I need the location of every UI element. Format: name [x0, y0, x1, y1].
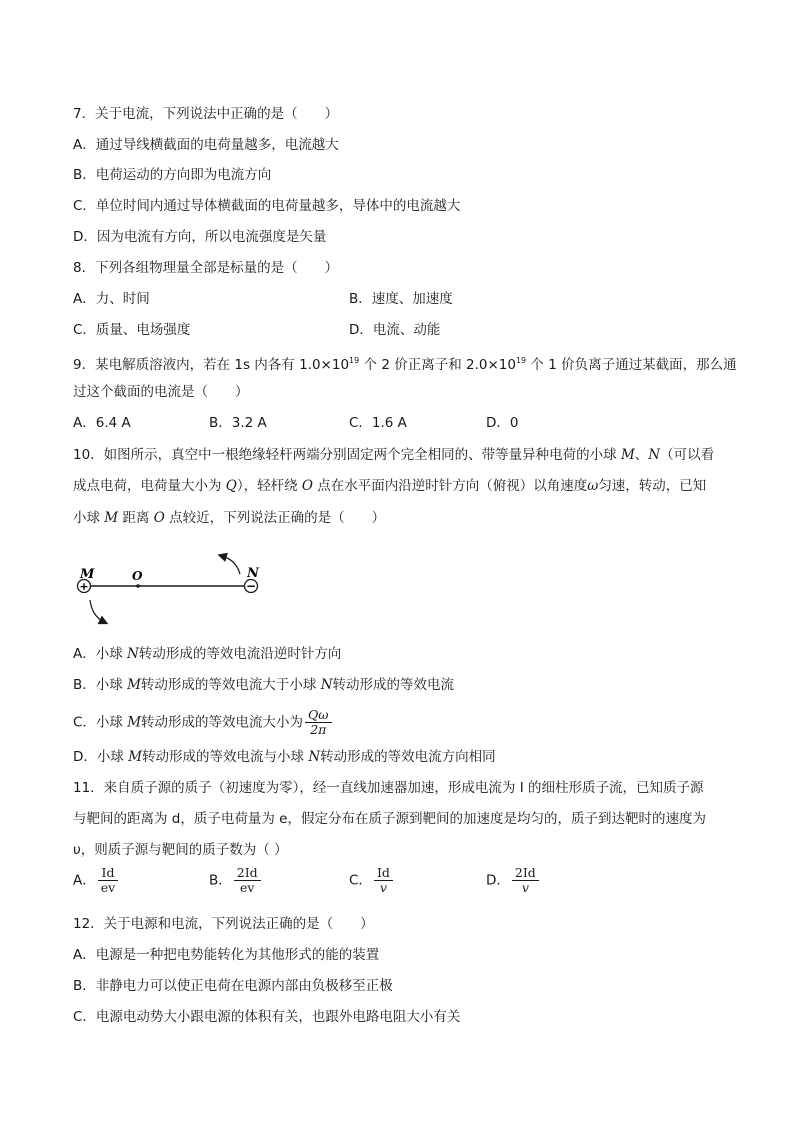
q12-option-a: A．电源是一种把电势能转化为其他形式的能的装置 [73, 947, 380, 963]
q10-var-m: M [620, 447, 635, 463]
q8-option-a: A．力、时间 [73, 291, 150, 307]
q10-text: 转动形成的等效电流方向相同 [320, 749, 496, 765]
minus-sign: − [245, 579, 257, 593]
q10-text: ），轻杆绕 [236, 478, 302, 494]
q8-option-c: C．质量、电场强度 [73, 322, 191, 338]
q10-var-o: O [301, 478, 313, 494]
fraction-numerator: 2Id [234, 866, 261, 881]
q7-stem: 7．关于电流，下列说法中正确的是（ ） [73, 106, 339, 122]
q10-stem-line2 [73, 476, 734, 496]
rotation-arrow-m-icon [90, 600, 104, 622]
option-label: D． [486, 872, 510, 889]
q12-option-b: B．非静电力可以使正电荷在电源内部由负极移至正极 [73, 978, 393, 994]
q12-option-c: C．电源电动势大小跟电源的体积有关，也跟外电路电阻大小有关 [73, 1009, 461, 1025]
q11-option-a [73, 866, 120, 895]
q10-text: 10．如图所示，真空中一根绝缘轻杆两端分别固定两个完全相同的、带等量异种电荷的小球 [73, 447, 621, 463]
q10-var-n: N [127, 646, 139, 662]
q10-text: D．小球 [73, 749, 129, 765]
fraction-denominator: 2π [310, 722, 327, 737]
q10-stem-line1 [73, 445, 734, 465]
q10-var-m: M [104, 510, 119, 526]
q11-option-c [349, 866, 395, 895]
fraction [374, 866, 393, 895]
fraction-denominator: v [521, 880, 529, 895]
q11-stem-line3: υ，则质子源与靶间的质子数为（ ） [73, 842, 288, 858]
q8-option-d: D．电流、动能 [349, 322, 441, 338]
q10-text: 转动形成的等效电流 [332, 677, 454, 693]
fraction [98, 866, 118, 895]
label-o: O [132, 569, 143, 583]
q9-stem-part2: 个 2 价正离子和 2.0×10 [359, 357, 516, 373]
q10-text: 匀速，转动，已知 [598, 478, 707, 494]
fraction-denominator: ev [239, 880, 255, 895]
fraction-denominator: v [379, 880, 387, 895]
q10-var-omega: ω [587, 478, 599, 494]
q10-text: 转动形成的等效电流与小球 [142, 749, 309, 765]
q9-exponent-1: 19 [349, 356, 360, 365]
option-label: B． [209, 872, 232, 889]
q10-text: 转动形成的等效电流大于小球 [140, 677, 321, 693]
q10-text: B．小球 [73, 677, 128, 693]
q11-option-b [209, 866, 263, 895]
fraction [512, 866, 539, 895]
q7-option-b: B．电荷运动的方向即为电流方向 [73, 167, 272, 183]
q12-stem: 12．关于电源和电流，下列说法正确的是（ ） [73, 916, 374, 932]
fraction-numerator: Id [374, 866, 393, 881]
q10-text: 点在水平面内沿逆时针方向（俯视）以角速度 [313, 478, 588, 494]
q9-stem [73, 351, 737, 375]
q10-fraction [305, 708, 331, 737]
q9-option-b: B．3.2 A [209, 415, 267, 431]
fraction-denominator: ev [100, 880, 116, 895]
pivot-o [136, 584, 140, 588]
q10-text: 转动形成的等效电流沿逆时针方向 [138, 646, 342, 662]
q10-text: （可以看 [660, 447, 715, 463]
q10-var-q: Q [225, 478, 237, 494]
q8-option-b: B．速度、加速度 [349, 291, 453, 307]
fraction-numerator: Id [98, 866, 118, 881]
fraction-numerator: 2Id [512, 866, 539, 881]
q9-option-d: D．0 [486, 415, 519, 431]
q10-text: 小球 [73, 510, 105, 526]
rotation-arrow-n-icon [222, 556, 240, 574]
q10-var-m: M [127, 677, 141, 693]
fraction-numerator: Qω [305, 708, 331, 723]
q10-text: 转动形成的等效电流大小为 [141, 714, 304, 731]
q8-stem: 8．下列各组物理量全部是标量的是（ ） [73, 260, 339, 276]
option-label: C． [349, 872, 372, 889]
q10-var-m: M [128, 749, 143, 765]
q10-var-o: O [153, 510, 165, 526]
q11-stem-line2: 与靶间的距离为 d，质子电荷量为 e，假定分布在质子源到靶间的加速度是均匀的，质子到达靶时的速度为 [73, 811, 706, 827]
label-m: M [80, 567, 95, 582]
q10-var-n: N [648, 447, 661, 463]
q9-option-a: A．6.4 A [73, 415, 131, 431]
q10-text: A．小球 [73, 646, 128, 662]
q9-exponent-2: 19 [515, 356, 527, 365]
q11-option-d [486, 866, 541, 895]
q10-stem-line3 [73, 508, 734, 528]
plus-sign: + [79, 580, 89, 593]
q10-text: 成点电荷，电荷量大小为 [73, 478, 226, 494]
q10-option-b [73, 675, 734, 695]
q10-text: 点较近，下列说法正确的是（ ） [164, 510, 386, 526]
q9-stem-part1: 9．某电解质溶液内，若在 1s 内各有 1.0×10 [73, 357, 350, 373]
q10-var-n: N [320, 677, 333, 693]
option-label: A． [73, 872, 96, 889]
q10-text: 、 [634, 447, 649, 463]
q10-var-n: N [308, 749, 321, 765]
q9-stem-part3: 个 1 价负离子通过某截面，那么通 [526, 357, 737, 373]
fraction [234, 866, 261, 895]
q10-text: 距离 [118, 510, 154, 526]
q7-option-c: C．单位时间内通过导体横截面的电荷量越多，导体中的电流越大 [73, 198, 461, 214]
q7-option-d: D．因为电流有方向，所以电流强度是矢量 [73, 229, 327, 245]
q10-text: C．小球 [73, 714, 128, 731]
q10-option-d [73, 747, 734, 767]
rotating-rod-figure [70, 548, 270, 633]
label-n: N [247, 566, 259, 581]
q7-option-a: A．通过导线横截面的电荷量越多，电流越大 [73, 137, 339, 153]
q10-option-c [73, 708, 734, 737]
q11-stem-line1: 11．来自质子源的质子（初速度为零），经一直线加速器加速，形成电流为 I 的细柱形质子流，已知质子源 [73, 780, 704, 796]
q10-var-m: M [127, 714, 142, 731]
q9-option-c: C．1.6 A [349, 415, 407, 431]
q9-stem-line2: 过这个截面的电流是（ ） [73, 384, 249, 400]
q10-option-a [73, 644, 734, 664]
